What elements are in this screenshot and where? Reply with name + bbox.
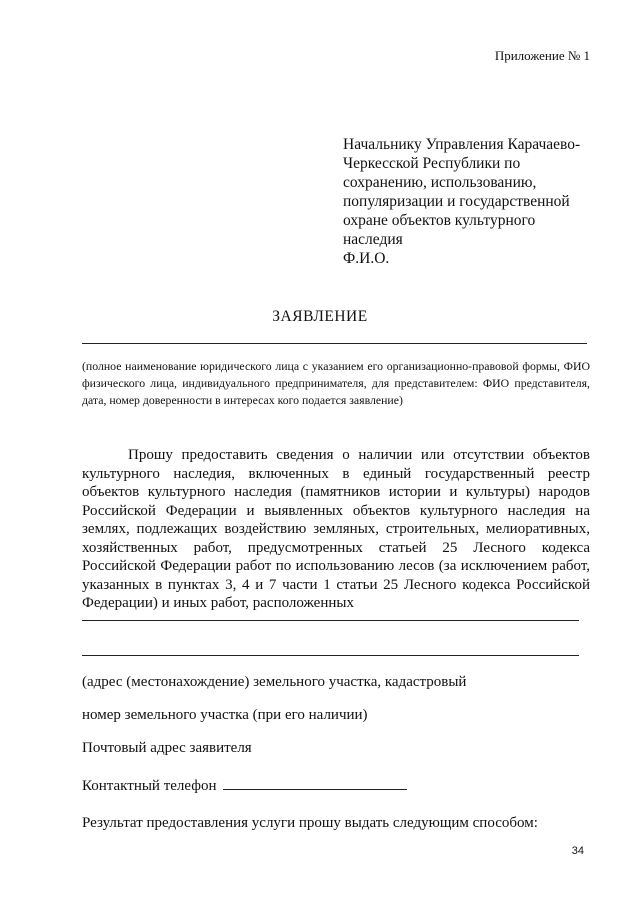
phone-fill-line[interactable] [223, 775, 407, 790]
postal-address-label: Почтовый адрес заявителя [82, 740, 252, 756]
phone-row [82, 775, 407, 795]
phone-label: Контактный телефон [82, 778, 217, 794]
request-paragraph [82, 446, 590, 613]
result-method-label: Результат предоставления услуги прошу выдать следующим способом: [82, 815, 538, 831]
request-text: Прошу предоставить сведения о наличии или отсутствии объектов культурного наследия, включенных в единый государственный реестр объектов культурного наследия (памятников истории и культуры) народов Российской Федерации и выявленных объектов культурного наследия на землях, подлежащих воздействию земляных, строительных, мелиоративных, хозяйственных работ, предусмотренных статьей 25 Лесного кодекса Российской Федерации работ по использованию лесов (за исключением работ, указанных в пунктах 3, 4 и 7 части 1 статьи 25 Лесного кодекса Российской Федерации) и иных работ, расположенных [82, 447, 590, 611]
applicant-note: (полное наименование юридического лица с указанием его организационно-правовой формы, ФИО физического лица, индивидуального предпринимателя, для представителем: ФИО представителя, дата, номер доверенности в интересах кого подается заявление) [82, 359, 590, 407]
location-fill-line-2[interactable] [82, 655, 579, 656]
applicant-fill-line[interactable] [82, 343, 587, 344]
document-title: ЗАЯВЛЕНИЕ [272, 308, 368, 325]
addressee-name-placeholder: Ф.И.О. [343, 250, 390, 267]
addressee-line: охране объектов культурного [343, 212, 536, 229]
addressee-block [343, 135, 603, 268]
page-number: 34 [571, 845, 584, 857]
cadastral-label: номер земельного участка (при его наличии) [82, 707, 368, 723]
addressee-line: Черкесской Республики по [343, 155, 521, 172]
location-fill-line-1[interactable] [82, 620, 579, 621]
address-label: (адрес (местонахождение) земельного участка, кадастровый [82, 674, 467, 690]
annex-label: Приложение № 1 [494, 48, 590, 63]
addressee-line: популяризации и государственной [343, 193, 570, 210]
addressee-line: наследия [343, 231, 403, 248]
addressee-line: Начальнику Управления Карачаево- [343, 136, 581, 153]
addressee-line: сохранению, использованию, [343, 174, 537, 191]
